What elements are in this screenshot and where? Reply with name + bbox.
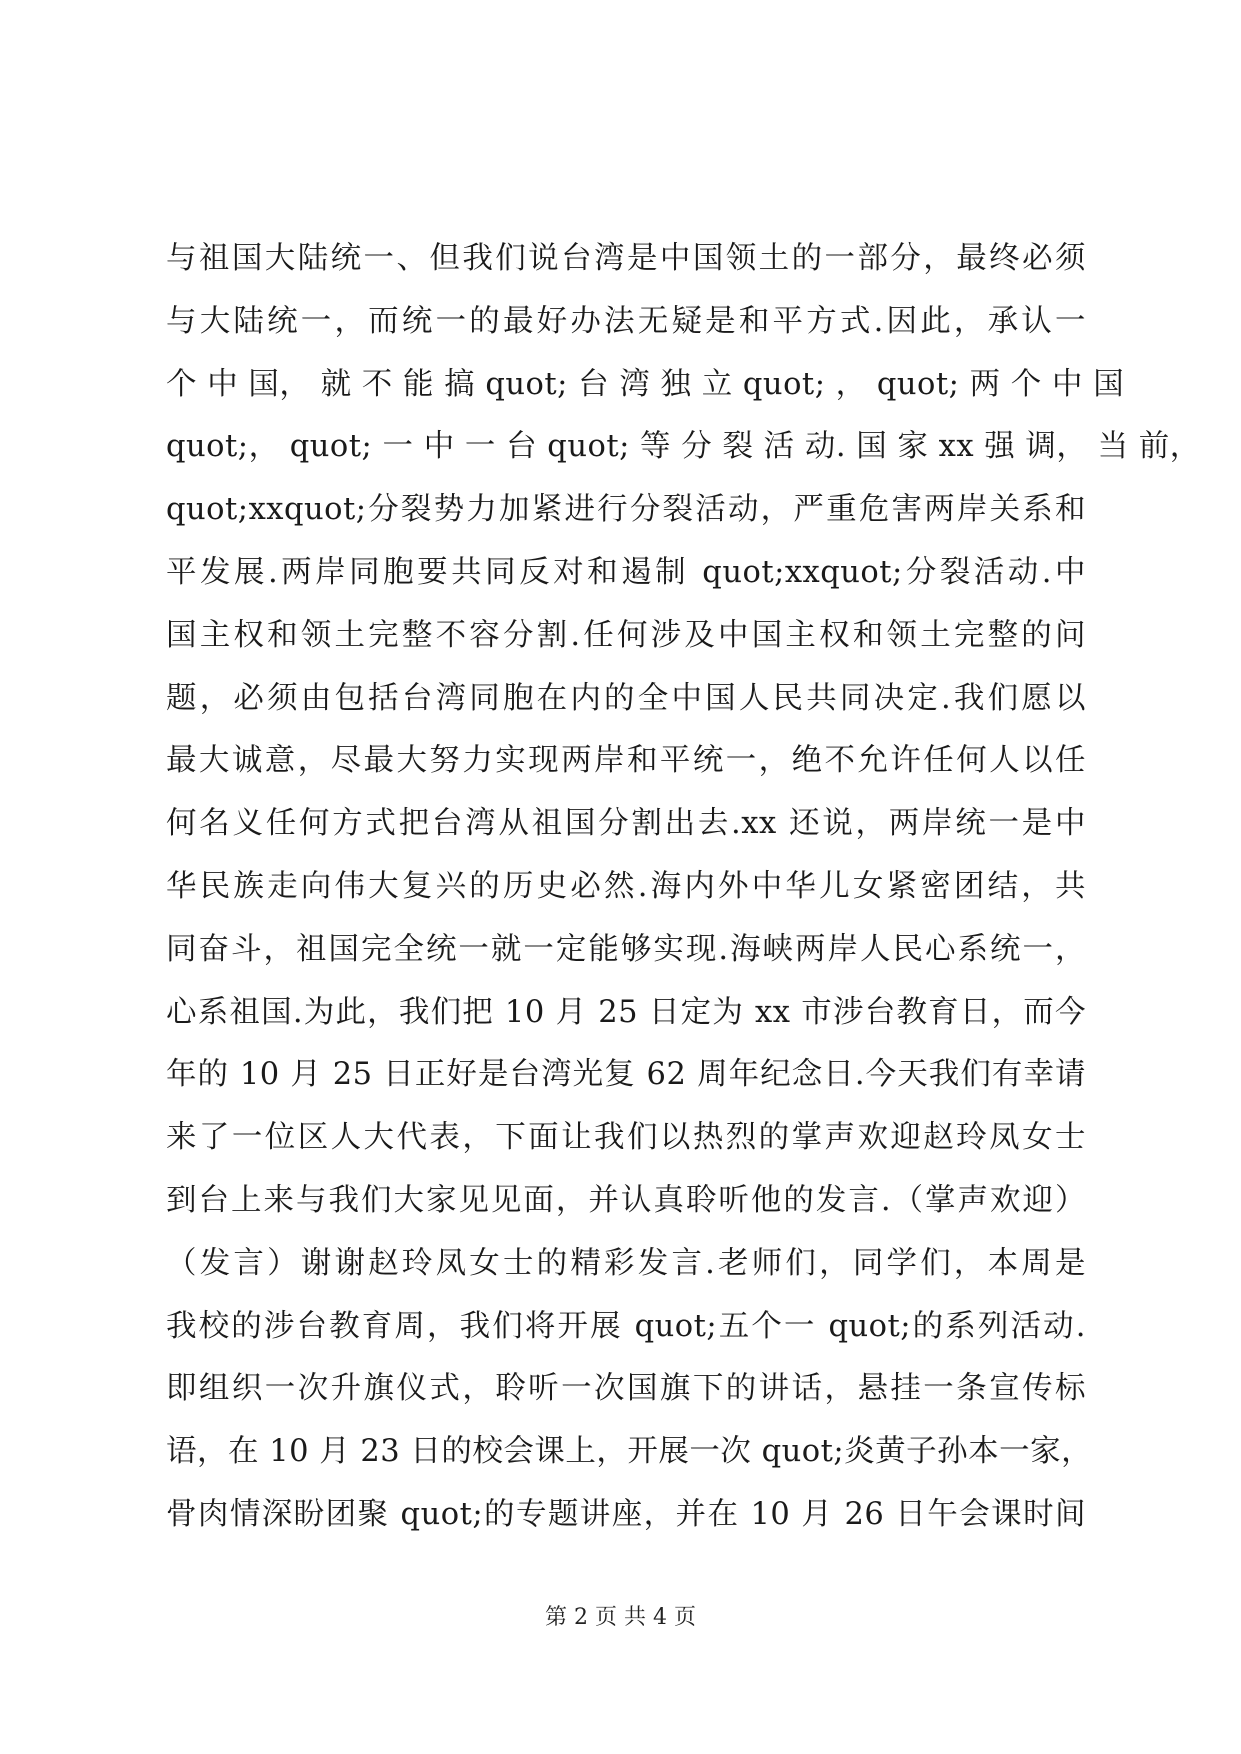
- text-line-21: 骨肉情深盼团聚 quot;的专题讲座，并在 10 月 26 日午会课时间: [166, 1496, 1086, 1532]
- text-line-10: 何名义任何方式把台湾从祖国分割出去.xx 还说，两岸统一是中: [166, 806, 1086, 842]
- text-line-12: 同奋斗，祖国完全统一就一定能够实现.海峡两岸人民心系统一，: [166, 931, 1086, 967]
- text-line-6: 平发展.两岸同胞要共同反对和遏制 quot;xxquot;分裂活动.中: [166, 554, 1086, 590]
- text-line-7: 国主权和领土完整不容分割.任何涉及中国主权和领土完整的问: [166, 617, 1086, 653]
- text-line-19: 即组织一次升旗仪式，聆听一次国旗下的讲话，悬挂一条宣传标: [166, 1371, 1086, 1407]
- body-text: [166, 228, 1201, 1547]
- text-line-3: 个 中 国， 就 不 能 搞 quot; 台 湾 独 立 quot; ， quot; 两 个 中 国: [166, 366, 1125, 402]
- text-line-14: 年的 10 月 25 日正好是台湾光复 62 周年纪念日.今天我们有幸请: [166, 1057, 1086, 1093]
- text-line-15: 来了一位区人大代表，下面让我们以热烈的掌声欢迎赵玲凤女士: [166, 1120, 1086, 1156]
- text-line-16: 到台上来与我们大家见见面，并认真聆听他的发言.（掌声欢迎）: [166, 1182, 1086, 1218]
- text-line-9: 最大诚意，尽最大努力实现两岸和平统一，绝不允许任何人以任: [166, 743, 1086, 779]
- text-line-8: 题，必须由包括台湾同胞在内的全中国人民共同决定.我们愿以: [166, 680, 1086, 716]
- text-line-4: quot;， quot; 一 中 一 台 quot; 等 分 裂 活 动. 国 家 xx 强 调， 当 前，: [166, 429, 1201, 465]
- text-line-20: 语，在 10 月 23 日的校会课上，开展一次 quot;炎黄子孙本一家，: [166, 1434, 1093, 1470]
- text-line-13: 心系祖国.为此，我们把 10 月 25 日定为 xx 市涉台教育日，而今: [166, 994, 1086, 1030]
- text-line-2: 与大陆统一，而统一的最好办法无疑是和平方式.因此，承认一: [166, 303, 1086, 339]
- text-line-17: （发言）谢谢赵玲凤女士的精彩发言.老师们，同学们，本周是: [166, 1245, 1086, 1281]
- text-line-18: 我校的涉台教育周，我们将开展 quot;五个一 quot;的系列活动.: [166, 1308, 1086, 1344]
- text-line-11: 华民族走向伟大复兴的历史必然.海内外中华儿女紧密团结，共: [166, 868, 1086, 904]
- text-line-1: 与祖国大陆统一、但我们说台湾是中国领土的一部分，最终必须: [166, 241, 1086, 276]
- page-number-footer: 第 2 页 共 4 页: [545, 1605, 696, 1630]
- text-line-5: quot;xxquot;分裂势力加紧进行分裂活动，严重危害两岸关系和: [166, 492, 1086, 528]
